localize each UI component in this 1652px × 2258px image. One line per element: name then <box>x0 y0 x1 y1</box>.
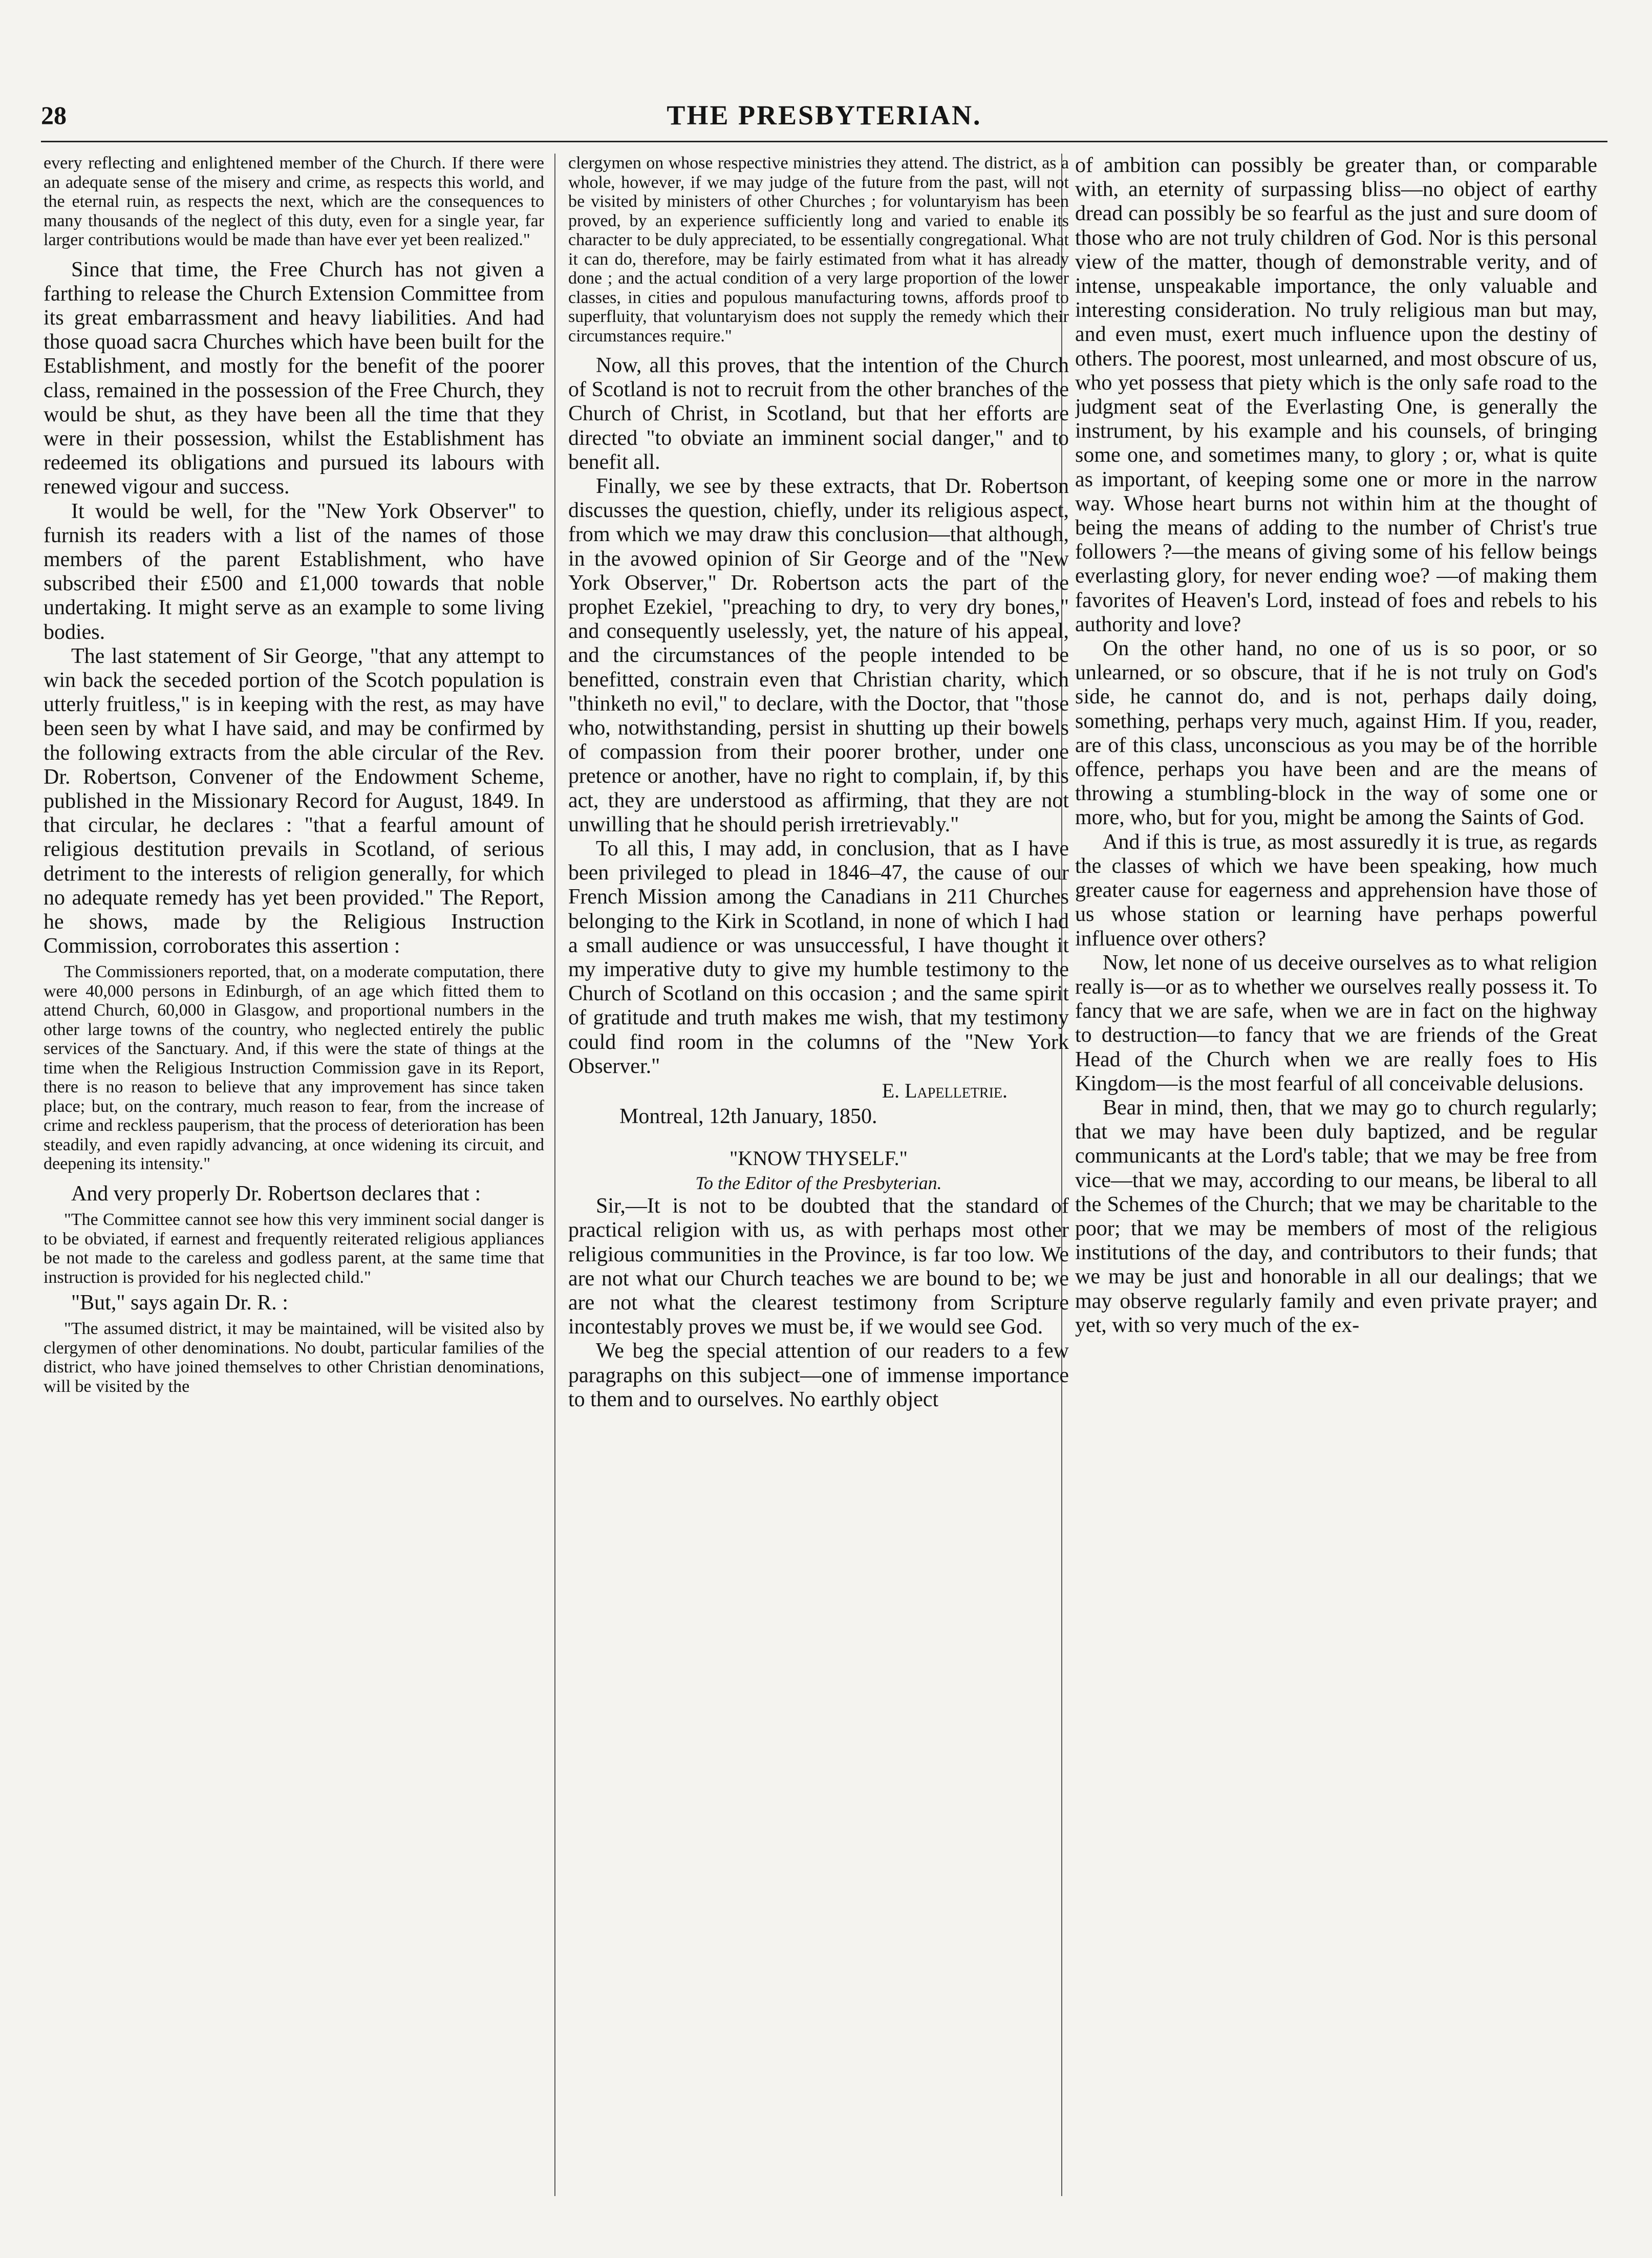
paragraph: Since that time, the Free Church has not given a farthing to release the Church Extension Committee from its great embarrassment and heavy liabilities. And had those quoad sacra Churches which have been built for the Establishment, and mostly for the benefit of the poorer class, remained in the possession of the Free Church, they would be shut, as they have been all the time that they were in their possession, whilst the Establishment has redeemed its obligations and pursued its labours with renewed vigour and success. <box>44 257 544 499</box>
paragraph: "But," says again Dr. R. : <box>71 1291 288 1315</box>
quotation: "The Committee cannot see how this very imminent social danger is to be obviated, if earnest and frequently reiterated religious appliances be not made to the careless and godless parent, at the same time that instruction is provided for his neglected child." <box>44 1210 544 1287</box>
column-2 <box>568 154 1069 2206</box>
paragraph: Now, all this proves, that the intention of the Church of Scotland is not to recruit from the other branches of the Church of Christ, in Scotland, but that her efforts are directed "to obviate an imminent social danger," and to benefit all. <box>568 354 1069 474</box>
running-title: THE PRESBYTERIAN. <box>667 100 982 131</box>
column-divider <box>554 154 555 2196</box>
column-3 <box>1075 154 1597 2206</box>
page-number: 28 <box>41 101 67 130</box>
signature: E. Lapelletrie. <box>882 1079 1007 1103</box>
section-subtitle: To the Editor of the Presbyterian. <box>695 1173 942 1194</box>
paragraph: The last statement of Sir George, "that any attempt to win back the seceded portion of the Scotch population is utterly fruitless," is in keeping with the rest, as may have been seen by what I have said, and may be confirmed by the following extracts from the able circular of the Rev. Dr. Robertson, Convener of the Endowment Scheme, published in the Missionary Record for August, 1849. In that circular, he declares : "that a fearful amount of religious destitution prevails in Scotland, of serious detriment to the interests of religion generally, for which no adequate remedy has yet been provided." The Report, he shows, made by the Religious Instruction Commission, corroborates this assertion : <box>44 644 544 958</box>
paragraph: And if this is true, as most assuredly it is true, as regards the classes of which we have been speaking, how much greater cause for eagerness and apprehension have those of us whose station or learning have perhaps powerful influence over others? <box>1075 830 1597 951</box>
paragraph: Sir,—It is not to be doubted that the standard of practical religion with us, as with perhaps most other religious communities in the Province, is far too low. We are not what our Church teaches we are bound to be; we are not what the clearest testimony from Scripture incontestably proves we must be, if we would see God. <box>568 1194 1069 1339</box>
quotation: "The assumed district, it may be maintained, will be visited also by clergymen of other denominations. No doubt, particular families of the district, who have joined themselves to other Christian denominations, will be visited by the <box>44 1319 544 1396</box>
paragraph: Now, let none of us deceive ourselves as to what religion really is—or as to whether we ourselves really possess it. To fancy that we are safe, when we are in fact on the highway to destruction—to fancy that we are friends of the Great Head of the Church when we are really foes to His Kingdom—is the most fearful of all conceivable delusions. <box>1075 951 1597 1095</box>
quotation: every reflecting and enlightened member of the Church. If there were an adequate sense of the misery and crime, as respects this world, and the eternal ruin, as respects the next, which are the consequences to many thousands of the neglect of this duty, even for a single year, far larger contributions would be made than have ever yet been realized." <box>44 154 544 249</box>
paragraph: It would be well, for the "New York Observer" to furnish its readers with a list of the names of those members of the parent Establishment, who have subscribed their £500 and £1,000 towards that noble undertaking. It might serve as an example to some living bodies. <box>44 499 544 644</box>
page-header <box>41 100 1607 146</box>
paragraph: And very properly Dr. Robertson declares that : <box>71 1181 481 1206</box>
paragraph: To all this, I may add, in conclusion, that as I have been privileged to plead in 1846–47, the cause of our French Mission among the Canadians in 211 Churches belonging to the Kirk in Scotland, in none of which I had a small audience or was unsuccessful, I have thought it my imperative duty to give my humble testimony to the Church of Scotland on this occasion ; and the same spirit of gratitude and truth makes me wish, that my testimony could find room in the columns of the "New York Observer." <box>568 837 1069 1078</box>
quotation: clergymen on whose respective ministries they attend. The district, as a whole, however, if we may judge of the future from the past, will not be visited by ministers of other Churches ; for voluntaryism has been proved, by an experience sufficiently long and varied to enable its character to be duly appreciated, to be essentially congregational. What it can do, therefore, may be fairly estimated from what it has already done ; and the actual condition of a very large proportion of the lower classes, in cities and populous manufacturing towns, affords proof to superfluity, that voluntaryism does not supply the remedy which their circumstances require." <box>568 154 1069 346</box>
dateline: Montreal, 12th January, 1850. <box>619 1105 877 1129</box>
paragraph: On the other hand, no one of us is so poor, or so unlearned, or so obscure, that if he is not truly on God's side, he cannot do, and is not, perhaps daily doing, something, perhaps very much, against Him. If you, reader, are of this class, unconscious as you may be of the horrible offence, perhaps you have been and are the means of throwing a stumbling-block in the way of some one or more, who, but for you, might be among the Saints of God. <box>1075 637 1597 830</box>
paragraph: Bear in mind, then, that we may go to church regularly; that we may have been duly baptized, and be regular communicants at the Lord's table; that we may be free from vice—that we may, according to our means, be liberal to all the Schemes of the Church; that we may be charitable to the poor; that we may be members of most of the religious institutions of the day, and contributors to their funds; that we may be just and honorable in all our dealings; that we may observe regularly family and even private prayer; and yet, with so very much of the ex- <box>1075 1095 1597 1337</box>
column-1 <box>44 154 544 2206</box>
section-title: "KNOW THYSELF." <box>730 1147 908 1170</box>
quotation: The Commissioners reported, that, on a moderate computation, there were 40,000 persons in Edinburgh, of an age which fitted them to attend Church, 60,000 in Glasgow, and proportional numbers in the other large towns of the country, who neglected entirely the public services of the Sanctuary. And, if this were the state of things at the time when the Religious Instruction Commission gave in its Report, there is no reason to believe that any improvement has since taken place; but, on the contrary, much reason to fear, from the increase of crime and reckless pauperism, that the process of deterioration has been steadily, and even rapidly advancing, at once widening its circuit, and deepening its intensity." <box>44 962 544 1174</box>
paragraph: We beg the special attention of our readers to a few paragraphs on this subject—one of immense importance to them and to ourselves. No earthly object <box>568 1339 1069 1411</box>
paragraph: of ambition can possibly be greater than, or comparable with, an eternity of surpassing bliss—no object of earthy dread can possibly be so fearful as the just and sure doom of those who are not truly children of God. Nor is this personal view of the matter, though of demonstrable verity, and of intense, unspeakable importance, the only valuable and interesting consideration. No truly religious man but may, and even must, exert much influence upon the destiny of others. The poorest, most unlearned, and most obscure of us, who yet possess that piety which is the only safe road to the judgment seat of the Everlasting One, is generally the instrument, by his example and his counsels, of bringing some one, and sometimes many, to glory ; or, what is quite as important, of keeping some one or more in the narrow way. Whose heart burns not within him at the thought of being the means of adding to the number of Christ's true followers ?—the means of giving some of his fellow beings everlasting glory, for never ending woe? —of making them favorites of Heaven's Lord, instead of foes and rebels to his authority and love? <box>1075 154 1597 636</box>
header-rule <box>41 141 1607 142</box>
paragraph: Finally, we see by these extracts, that Dr. Robertson discusses the question, chiefly, under its religious aspect, from which we may draw this conclusion—that although, in the avowed opinion of Sir George and of the "New York Observer," Dr. Robertson acts the part of the prophet Ezekiel, "preaching to dry, to very dry bones," and consequently uselessly, yet, the nature of his appeal, and the circumstances of the people intended to be benefitted, constrain even that Christian charity, which "thinketh no evil," to declare, with the Doctor, that "those who, notwithstanding, persist in shutting up their bowels of compassion from their poorer brother, under one pretence or another, have no right to complain, if, by this act, they are understood as affirming, that they are not unwilling that he should perish irretrievably." <box>568 475 1069 836</box>
